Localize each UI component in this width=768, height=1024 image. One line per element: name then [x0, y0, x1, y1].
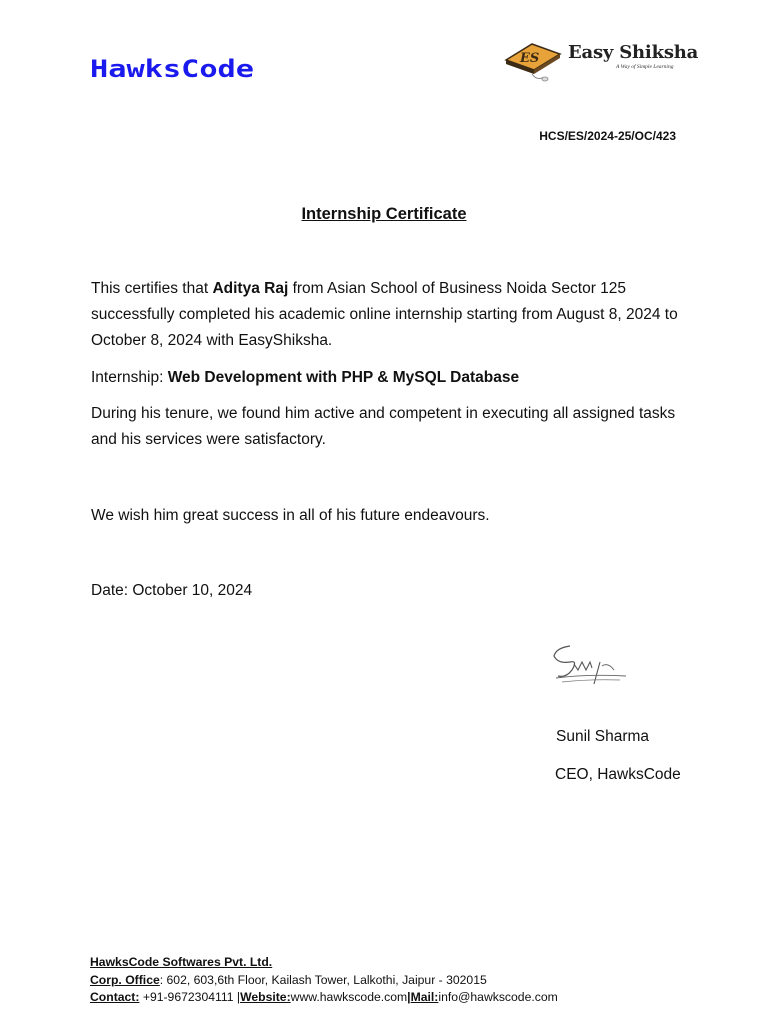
footer-company: HawksCode Softwares Pvt. Ltd. [90, 955, 273, 969]
easyshiksha-tagline: A Way of Simple Learning [616, 64, 674, 70]
footer-office-line [90, 972, 558, 990]
certificate-title: Internship Certificate [301, 205, 467, 223]
footer [90, 954, 558, 1007]
footer-website-label: Website: [240, 990, 291, 1004]
footer-separator: | [407, 990, 411, 1004]
footer-contact-line [90, 989, 558, 1007]
handwritten-signature [548, 636, 630, 688]
intro-paragraph [91, 276, 681, 354]
footer-office-value: : 602, 603,6th Floor, Kailash Tower, Lalkothi, Jaipur - 302015 [159, 972, 487, 987]
tenure-paragraph: During his tenure, we found him active and competent in executing all assigned tasks and his services were satisfactory. [91, 405, 676, 448]
reference-number: HCS/ES/2024-25/OC/423 [539, 129, 676, 143]
hawkscode-logo [90, 50, 260, 84]
easyshiksha-logo [502, 34, 699, 84]
intro-suffix: from Asian School of Business Noida Sector 125 successfully completed his academic online internship starting from August 8, 2024 to October 8, 2024 with EasyShiksha. [91, 280, 678, 349]
footer-contact-value: +91-9672304111 | [139, 990, 241, 1004]
signer-title: CEO, HawksCode [555, 766, 681, 783]
footer-website-link[interactable]: www.hawkscode.com [290, 990, 408, 1004]
easyshiksha-mark-text: ES [520, 51, 540, 66]
easyshiksha-book-icon [502, 34, 564, 82]
footer-contact-label: Contact: [90, 990, 140, 1004]
easyshiksha-name: Easy Shiksha [568, 42, 699, 63]
internship-title: Web Development with PHP & MySQL Database [167, 369, 520, 386]
internship-label: Internship: [91, 369, 168, 386]
student-name: Aditya Raj [212, 280, 289, 297]
footer-office-label: Corp. Office [90, 972, 160, 987]
footer-mail-link[interactable]: info@hawkscode.com [438, 990, 558, 1004]
hawkscode-logo-text: HawksCode [90, 55, 254, 83]
wish-paragraph: We wish him great success in all of his future endeavours. [91, 507, 490, 524]
internship-line [91, 365, 681, 391]
footer-mail-label: Mail: [410, 990, 439, 1004]
signer-name: Sunil Sharma [556, 728, 650, 745]
footer-company-line [90, 954, 558, 972]
issue-date: Date: October 10, 2024 [91, 582, 253, 599]
intro-prefix: This certifies that [91, 280, 213, 297]
